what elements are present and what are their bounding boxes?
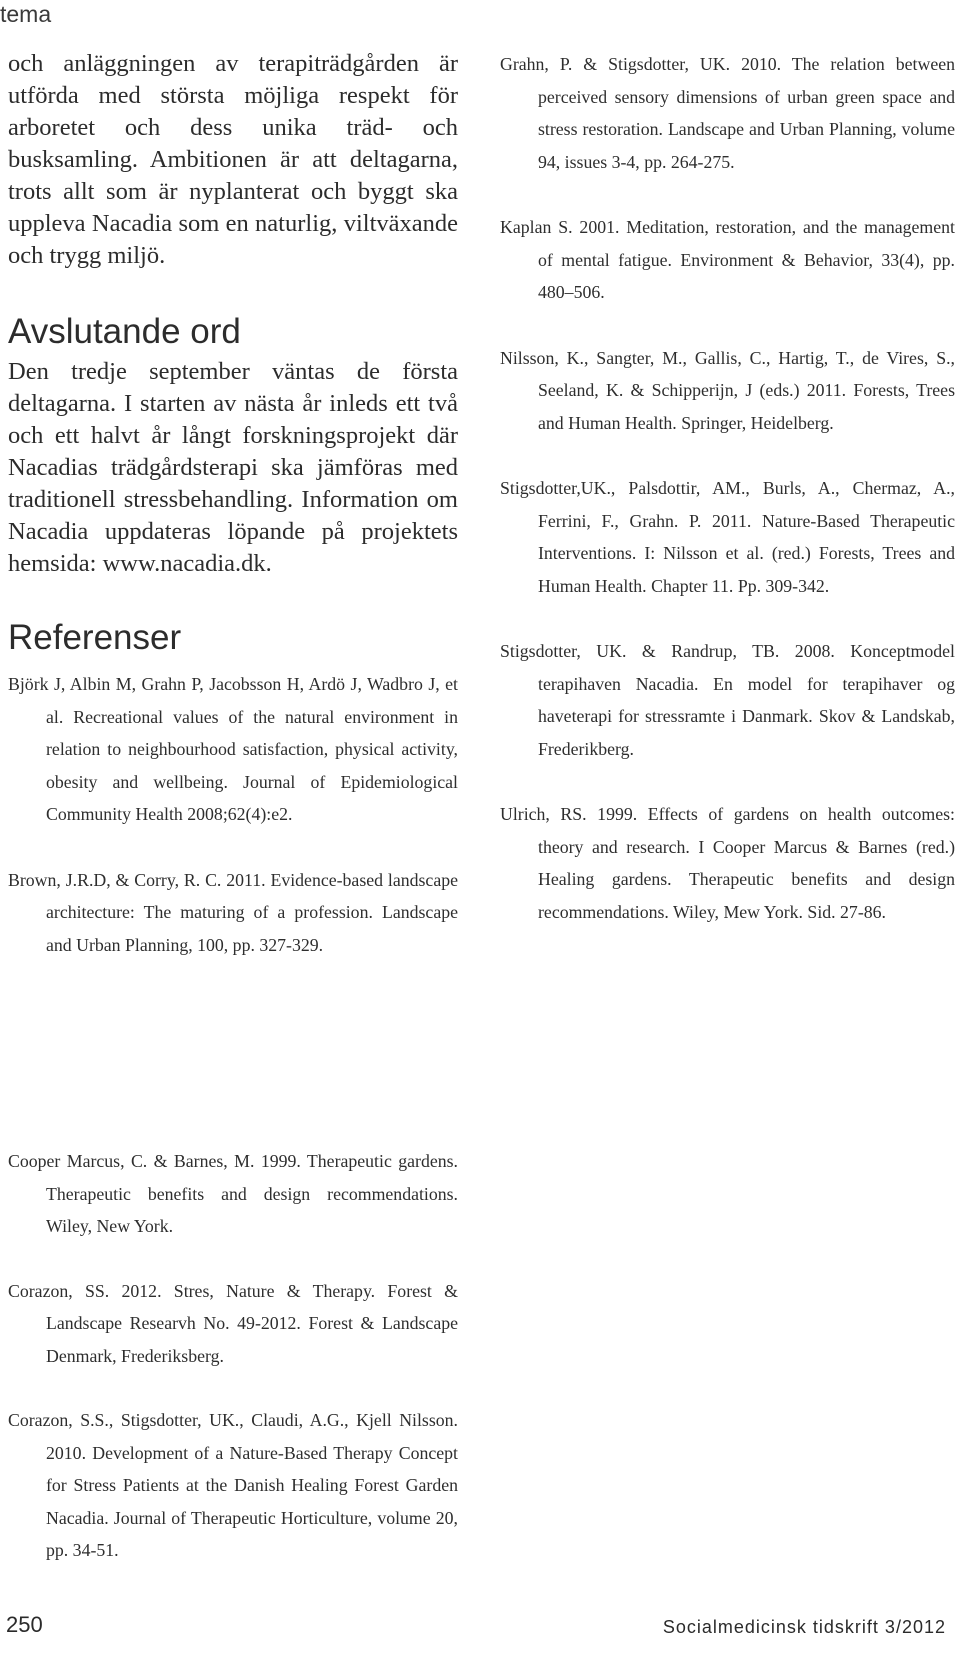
heading-closing-words: Avslutande ord xyxy=(8,312,241,351)
page-number: 250 xyxy=(6,1612,43,1637)
reference-item: Cooper Marcus, C. & Barnes, M. 1999. Therapeutic gardens. Therapeutic benefits and design recommendations. Wiley, New York. xyxy=(8,1151,458,1236)
reference-item: Corazon, SS. 2012. Stres, Nature & Therapy. Forest & Landscape Researvh No. 49-2012. Forest & Landscape Denmark, Frederiksberg. xyxy=(8,1280,458,1366)
reference-item: Ulrich, RS. 1999. Effects of gardens on health outcomes: theory and research. I Cooper Marcus & Barnes (red.) Healing gardens. Therapeutic benefits and design recommendations. Wiley, Mew York. Sid. 27-86. xyxy=(500,804,955,922)
section-tag: tema xyxy=(0,1,52,27)
reference-item: Corazon, S.S., Stigsdotter, UK., Claudi, A.G., Kjell Nilsson. 2010. Development of a Nature-Based Therapy Concept for Stress Patients at the Danish Healing Forest Garden Nacadia. Journal of Therapeutic Horticulture, volume 20, pp. 34-51. xyxy=(8,1410,458,1560)
closing-paragraph: Den tredje september väntas de första deltagarna. I starten av nästa år inleds ett två och ett halvt år långt forskningsprojekt där Nacadias trädgårdsterapi ska jämföras med traditionell stressbehandling. Information om Nacadia uppdateras löpande på projektets hemsida: www.nacadia.dk. xyxy=(8,358,458,577)
right-column xyxy=(500,48,955,961)
reference-item: Kaplan S. 2001. Meditation, restoration, and the management of mental fatigue. Environment & Behavior, 33(4), pp. 480–506. xyxy=(500,217,955,302)
reference-item: Brown, J.R.D, & Corry, R. C. 2011. Evidence-based landscape architecture: The maturing of a profession. Landscape and Urban Planning, 100, pp. 327-329. xyxy=(8,869,458,955)
reference-item: Stigsdotter, UK. & Randrup, TB. 2008. Konceptmodel terapihaven Nacadia. En model for terapihaver og haveterapi for stressramte i Danmark. Skov & Landskab, Frederikberg. xyxy=(500,641,955,759)
journal-name: Socialmedicinsk tidskrift 3/2012 xyxy=(662,1617,946,1637)
reference-item: Nilsson, K., Sangter, M., Gallis, C., Hartig, T., de Vires, S., Seeland, K. & Schipperijn, J (eds.) 2011. Forests, Trees and Human Health. Springer, Heidelberg. xyxy=(500,347,955,433)
reference-item: Stigsdotter,UK., Palsdottir, AM., Burls, A., Chermaz, A., Ferrini, F., Grahn. P. 2011. Nature-Based Therapeutic Interventions. I: Nilsson et al. (red.) Forests, Trees and Human Health. Chapter 11. Pp. 309-342. xyxy=(500,478,955,596)
bottom-left-column xyxy=(8,1145,458,1599)
reference-item: Grahn, P. & Stigsdotter, UK. 2010. The relation between perceived sensory dimensions of urban green space and stress restoration. Landscape and Urban Planning, volume 94, issues 3-4, pp. 264-275. xyxy=(500,54,955,172)
reference-item: Björk J, Albin M, Grahn P, Jacobsson H, Ardö J, Wadbro J, et al. Recreational values of the natural environment in relation to neighbourhood satisfaction, physical activity, obesity and wellbeing. Journal of Epidemiological Community Health 2008;62(4):e2. xyxy=(8,674,458,824)
left-column xyxy=(8,48,458,994)
intro-paragraph: och anläggningen av terapiträdgården är utförda med största möjliga respekt för arboretet och dess unika träd- och busksamling. Ambitionen är att deltagarna, trots allt som är nyplanterat och byggt ska uppleva Nacadia som en naturlig, viltväxande och trygg miljö. xyxy=(8,50,458,269)
heading-references: Referenser xyxy=(8,618,182,657)
